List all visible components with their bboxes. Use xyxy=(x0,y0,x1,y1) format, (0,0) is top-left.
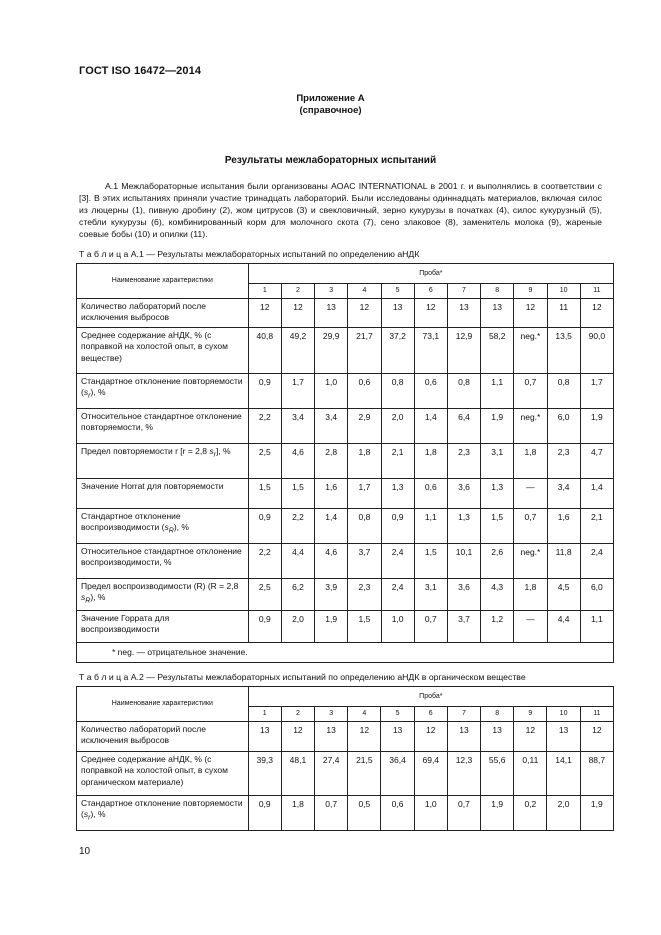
cell-value: 0,5 xyxy=(348,796,381,831)
column-number: 5 xyxy=(381,707,414,722)
cell-value: 48,1 xyxy=(281,752,314,796)
annex-title: Приложение А xyxy=(296,93,365,104)
cell-value: 12 xyxy=(348,299,381,328)
cell-value: 12 xyxy=(580,722,613,752)
cell-value: 1,8 xyxy=(514,579,547,611)
cell-value: 1,1 xyxy=(414,509,447,544)
table-row xyxy=(77,299,614,328)
table-row xyxy=(77,579,614,611)
annex-heading xyxy=(0,93,661,117)
column-number: 11 xyxy=(580,284,613,299)
cell-value: 1,5 xyxy=(414,544,447,579)
row-name: Значение Horrat для повторяемости xyxy=(77,479,249,509)
row-name: Предел повторяемости r [r = 2,8 $s_r$], % xyxy=(77,444,249,479)
cell-value: 12 xyxy=(281,722,314,752)
column-number: 10 xyxy=(547,707,580,722)
cell-value: 4,3 xyxy=(481,579,514,611)
cell-value: 10,1 xyxy=(447,544,480,579)
cell-value: 13 xyxy=(248,722,281,752)
cell-value: 0,9 xyxy=(248,796,281,831)
table-row xyxy=(77,374,614,409)
cell-value: 12 xyxy=(514,722,547,752)
cell-value: 55,6 xyxy=(481,752,514,796)
cell-value: 2,9 xyxy=(348,409,381,444)
cell-value: neg.* xyxy=(514,328,547,374)
cell-value: 0,7 xyxy=(514,374,547,409)
table-row xyxy=(77,544,614,579)
cell-value: 1,0 xyxy=(381,611,414,643)
cell-value: 0,9 xyxy=(248,509,281,544)
cell-value: 0,2 xyxy=(514,796,547,831)
table-row xyxy=(77,722,614,752)
cell-value: 12 xyxy=(348,722,381,752)
cell-value: 2,1 xyxy=(580,509,613,544)
column-number: 3 xyxy=(315,284,348,299)
table-row xyxy=(77,509,614,544)
cell-value: 1,1 xyxy=(481,374,514,409)
cell-value: 3,1 xyxy=(414,579,447,611)
cell-value: 2,2 xyxy=(248,409,281,444)
cell-value: 0,8 xyxy=(381,374,414,409)
cell-value: 12 xyxy=(248,299,281,328)
column-number: 2 xyxy=(281,707,314,722)
cell-value: 0,7 xyxy=(414,611,447,643)
cell-value: 6,0 xyxy=(580,579,613,611)
cell-value: 3,9 xyxy=(315,579,348,611)
cell-value: 29,9 xyxy=(315,328,348,374)
cell-value: 1,5 xyxy=(481,509,514,544)
cell-value: 12,3 xyxy=(447,752,480,796)
cell-value: 1,5 xyxy=(348,611,381,643)
table-footnote: * neg. — отрицательное значение. xyxy=(77,643,614,663)
cell-value: 1,1 xyxy=(580,611,613,643)
cell-value: 69,4 xyxy=(414,752,447,796)
cell-value: neg.* xyxy=(514,544,547,579)
cell-value: 2,4 xyxy=(381,544,414,579)
row-name: Предел воспроизводимости (R) (R = 2,8 $s_R$), % xyxy=(77,579,249,611)
column-number: 2 xyxy=(281,284,314,299)
cell-value: 2,2 xyxy=(281,509,314,544)
cell-value: 3,7 xyxy=(447,611,480,643)
cell-value: 13 xyxy=(315,299,348,328)
cell-value: 13 xyxy=(381,299,414,328)
cell-value: 13,5 xyxy=(547,328,580,374)
cell-value: 6,0 xyxy=(547,409,580,444)
cell-value: 3,6 xyxy=(447,579,480,611)
cell-value: 2,3 xyxy=(547,444,580,479)
cell-value: 58,2 xyxy=(481,328,514,374)
cell-value: 1,3 xyxy=(381,479,414,509)
cell-value: 1,6 xyxy=(315,479,348,509)
cell-value: 2,4 xyxy=(381,579,414,611)
row-name: Стандартное отклонение воспроизводимости $(s_R)$, % xyxy=(77,509,249,544)
cell-value: 0,11 xyxy=(514,752,547,796)
cell-value: 3,4 xyxy=(281,409,314,444)
cell-value: 12 xyxy=(514,299,547,328)
cell-value: 2,3 xyxy=(447,444,480,479)
column-number: 11 xyxy=(580,707,613,722)
table1 xyxy=(76,263,614,663)
cell-value: 13 xyxy=(381,722,414,752)
cell-value: 2,1 xyxy=(381,444,414,479)
cell-value: 11,8 xyxy=(547,544,580,579)
header-probe: Проба* xyxy=(248,264,613,284)
cell-value: 73,1 xyxy=(414,328,447,374)
annex-subtitle: (справочное) xyxy=(299,104,362,116)
row-name: Относительное стандартное отклонение воспроизводимости, % xyxy=(77,544,249,579)
cell-value: 12 xyxy=(414,722,447,752)
cell-value: 1,8 xyxy=(281,796,314,831)
cell-value: 13 xyxy=(315,722,348,752)
cell-value: 1,9 xyxy=(315,611,348,643)
column-number: 10 xyxy=(547,284,580,299)
cell-value: 12 xyxy=(580,299,613,328)
intro-paragraph: А.1 Межлабораторные испытания были организованы AOAC INTERNATIONAL в 2001 г. и выполнялись в соответствии с [3]. В этих испытаниях приняли участие тринадцать лабораторий. Были исследованы одиннадцать материалов, включая силос из люцерны (1), пивную дробину (2), жом цитрусов (3) и свекловичный, зерно кукурузы в початках (4), силос кукурузный (5), стебли кукурузы (6), комбинированный корм для молочного скота (7), сено злаковое (8), заменитель молока (9), жареные соевые бобы (10) и опилки (11). xyxy=(79,181,602,239)
cell-value: 2,8 xyxy=(315,444,348,479)
cell-value: 13 xyxy=(481,722,514,752)
cell-value: 39,3 xyxy=(248,752,281,796)
cell-value: 1,9 xyxy=(580,409,613,444)
cell-value: 3,4 xyxy=(547,479,580,509)
cell-value: 49,2 xyxy=(281,328,314,374)
table2 xyxy=(76,686,614,831)
intro-text xyxy=(79,180,602,240)
cell-value: 40,8 xyxy=(248,328,281,374)
column-number: 3 xyxy=(315,707,348,722)
column-number: 1 xyxy=(248,284,281,299)
cell-value: 6,4 xyxy=(447,409,480,444)
cell-value: 21,5 xyxy=(348,752,381,796)
document-code: ГОСТ ISO 16472—2014 xyxy=(79,65,202,77)
cell-value: 2,6 xyxy=(481,544,514,579)
cell-value: 3,7 xyxy=(348,544,381,579)
cell-value: 13 xyxy=(447,722,480,752)
column-number: 8 xyxy=(481,707,514,722)
row-name: Стандартное отклонение повторяемости $(s_r)$, % xyxy=(77,374,249,409)
cell-value: 3,4 xyxy=(315,409,348,444)
cell-value: 1,4 xyxy=(315,509,348,544)
cell-value: 13 xyxy=(447,299,480,328)
cell-value: 4,5 xyxy=(547,579,580,611)
cell-value: neg.* xyxy=(514,409,547,444)
cell-value: 0,7 xyxy=(315,796,348,831)
table-row xyxy=(77,479,614,509)
cell-value: 0,8 xyxy=(547,374,580,409)
cell-value: 1,5 xyxy=(248,479,281,509)
cell-value: 1,0 xyxy=(414,796,447,831)
table-row xyxy=(77,752,614,796)
cell-value: 0,6 xyxy=(414,479,447,509)
row-name: Количество лабораторий после исключения выбросов xyxy=(77,299,249,328)
cell-value: 1,0 xyxy=(315,374,348,409)
section-title: Результаты межлабораторных испытаний xyxy=(224,155,437,166)
cell-value: 2,0 xyxy=(381,409,414,444)
cell-value: 6,2 xyxy=(281,579,314,611)
cell-value: 2,5 xyxy=(248,444,281,479)
cell-value: 12 xyxy=(414,299,447,328)
cell-value: 0,6 xyxy=(381,796,414,831)
column-number: 7 xyxy=(447,707,480,722)
cell-value: 1,9 xyxy=(580,796,613,831)
cell-value: 1,8 xyxy=(414,444,447,479)
cell-value: 13 xyxy=(547,722,580,752)
cell-value: 1,4 xyxy=(580,479,613,509)
table-row xyxy=(77,328,614,374)
cell-value: 11 xyxy=(547,299,580,328)
cell-value: 4,7 xyxy=(580,444,613,479)
column-number: 7 xyxy=(447,284,480,299)
column-number: 4 xyxy=(348,284,381,299)
cell-value: 3,1 xyxy=(481,444,514,479)
row-name: Значение Горрата для воспроизводимости xyxy=(77,611,249,643)
row-name: Количество лабораторий после исключения выбросов xyxy=(77,722,249,752)
cell-value: 4,6 xyxy=(315,544,348,579)
row-name: Среднее содержание аНДК, % (с поправкой на холостой опыт, в сухом веществе) xyxy=(77,328,249,374)
cell-value: 0,6 xyxy=(348,374,381,409)
column-number: 8 xyxy=(481,284,514,299)
column-number: 9 xyxy=(514,707,547,722)
cell-value: 1,3 xyxy=(447,509,480,544)
cell-value: 12,9 xyxy=(447,328,480,374)
cell-value: 2,2 xyxy=(248,544,281,579)
table-row xyxy=(77,444,614,479)
cell-value: 1,5 xyxy=(281,479,314,509)
cell-value: 0,6 xyxy=(414,374,447,409)
cell-value: 1,2 xyxy=(481,611,514,643)
cell-value: 0,9 xyxy=(248,611,281,643)
cell-value: 1,7 xyxy=(281,374,314,409)
column-number: 6 xyxy=(414,707,447,722)
table-row xyxy=(77,611,614,643)
cell-value: — xyxy=(514,479,547,509)
cell-value: 27,4 xyxy=(315,752,348,796)
cell-value: 0,9 xyxy=(381,509,414,544)
cell-value: 4,4 xyxy=(281,544,314,579)
header-name: Наименование характеристики xyxy=(77,264,249,299)
cell-value: 1,4 xyxy=(414,409,447,444)
cell-value: 3,6 xyxy=(447,479,480,509)
cell-value: 13 xyxy=(481,299,514,328)
cell-value: 36,4 xyxy=(381,752,414,796)
cell-value: 90,0 xyxy=(580,328,613,374)
cell-value: 2,4 xyxy=(580,544,613,579)
cell-value: 1,6 xyxy=(547,509,580,544)
header-name: Наименование характеристики xyxy=(77,687,249,722)
table2-caption: Т а б л и ц а А.2 — Результаты межлабораторных испытаний по определению аНДК в органическом веществе xyxy=(79,672,526,682)
header-probe: Проба* xyxy=(248,687,613,707)
cell-value: 37,2 xyxy=(381,328,414,374)
column-number: 9 xyxy=(514,284,547,299)
cell-value: 1,9 xyxy=(481,796,514,831)
cell-value: 14,1 xyxy=(547,752,580,796)
table-row xyxy=(77,409,614,444)
cell-value: 2,3 xyxy=(348,579,381,611)
cell-value: 1,7 xyxy=(580,374,613,409)
row-name: Стандартное отклонение повторяемости $(s_r)$, % xyxy=(77,796,249,831)
cell-value: 0,7 xyxy=(447,796,480,831)
column-number: 6 xyxy=(414,284,447,299)
column-number: 5 xyxy=(381,284,414,299)
cell-value: 0,7 xyxy=(514,509,547,544)
cell-value: 0,9 xyxy=(248,374,281,409)
cell-value: 4,6 xyxy=(281,444,314,479)
cell-value: — xyxy=(514,611,547,643)
cell-value: 1,7 xyxy=(348,479,381,509)
cell-value: 88,7 xyxy=(580,752,613,796)
cell-value: 0,8 xyxy=(447,374,480,409)
page-number: 10 xyxy=(79,846,91,857)
cell-value: 4,4 xyxy=(547,611,580,643)
cell-value: 2,5 xyxy=(248,579,281,611)
cell-value: 1,3 xyxy=(481,479,514,509)
cell-value: 1,8 xyxy=(348,444,381,479)
table-row xyxy=(77,796,614,831)
column-number: 4 xyxy=(348,707,381,722)
row-name: Относительное стандартное отклонение повторяемости, % xyxy=(77,409,249,444)
cell-value: 2,0 xyxy=(547,796,580,831)
cell-value: 2,0 xyxy=(281,611,314,643)
row-name: Среднее содержание аНДК, % (с поправкой на холостой опыт, в сухом органическом материале) xyxy=(77,752,249,796)
cell-value: 0,8 xyxy=(348,509,381,544)
column-number: 1 xyxy=(248,707,281,722)
cell-value: 21,7 xyxy=(348,328,381,374)
cell-value: 1,9 xyxy=(481,409,514,444)
cell-value: 12 xyxy=(281,299,314,328)
table1-caption: Т а б л и ц а А.1 — Результаты межлабораторных испытаний по определению аНДК xyxy=(79,249,420,259)
cell-value: 1,8 xyxy=(514,444,547,479)
